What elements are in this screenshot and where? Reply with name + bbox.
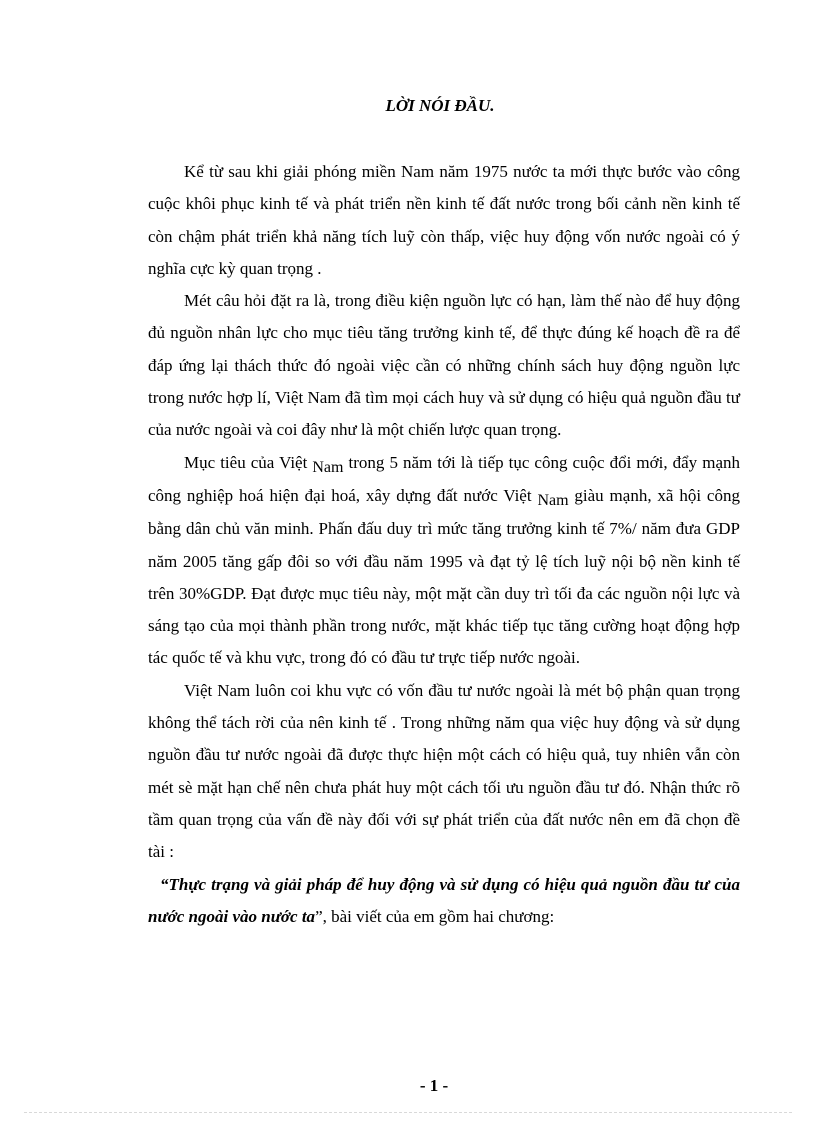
goals-text-3: giàu mạnh, xã hội công bằng dân chủ văn minh. Phấn đấu duy trì mức tăng trưởng kinh tế 7%/ năm đưa GDP năm 2005 tăng gấp đôi so với đầu năm 1995 và đạt tỷ lệ tích luỹ nội bộ nền kinh tế trên 30%GDP. Đạt được mục tiêu này, một mặt cần duy trì tối đa các nguồn nội lực và sáng tạo của mọi thành phần trong nước, mặt khác tiếp tục tăng cường hoạt động hợp tác quốc tế và khu vực, trong đó có đầu tư trực tiếp nước ngoài. bbox=[148, 485, 740, 668]
topic-title: “Thực trạng và giải pháp để huy động và sử dụng có hiệu quả nguồn đầu tư của nước ngoài vào nước ta bbox=[148, 874, 740, 926]
paragraph-question: Mét câu hỏi đặt ra là, trong điều kiện nguồn lực có hạn, làm thế nào để huy động đủ nguồn nhân lực cho mục tiêu tăng trưởng kinh tế, để thực đúng kế hoạch đề ra để đáp ứng lại thách thức đó ngoài việc cần có những chính sách huy động nguồn lực trong nước hợp lí, Việt Nam đã tìm mọi cách huy và sử dụng có hiệu quả nguồn đầu tư của nước ngoài và coi đây như là một chiến lược quan trọng. bbox=[148, 291, 740, 440]
page-number: - 1 - bbox=[419, 1076, 449, 1095]
goals-nam-1: Nam bbox=[312, 458, 344, 476]
paragraph-topic bbox=[148, 869, 740, 934]
paragraph-goals bbox=[148, 447, 740, 675]
topic-rest: ”, bài viết của em gồm hai chương: bbox=[315, 906, 555, 926]
goals-nam-2: Nam bbox=[537, 491, 569, 509]
paragraph-fdi: Việt Nam luôn coi khu vực có vốn đầu tư nước ngoài là mét bộ phận quan trọng không thể tách rời của nên kinh tế . Trong những năm qua việc huy động và sử dụng nguồn đầu tư nước ngoài đã được thực hiện một cách có hiệu quả, tuy nhiên vẫn còn mét sè mặt hạn chế nên chưa phát huy một cách tối ưu nguồn đầu tư đó. Nhận thức rõ tầm quan trọng của vấn đề này đối với sự phát triển của đất nước nên em đã chọn đề tài : bbox=[148, 680, 740, 862]
paragraph-intro: Kể từ sau khi giải phóng miền Nam năm 1975 nước ta mới thực bước vào công cuộc khôi phục kinh tế và phát triển nền kinh tế đất nước trong bối cảnh nền kinh tế còn chậm phát triển khả năng tích luỹ còn thấp, việc huy động vốn nước ngoài có ý nghĩa cực kỳ quan trọng . bbox=[148, 162, 740, 278]
document-title: LỜI NÓI ĐẦU. bbox=[385, 96, 495, 115]
page-divider bbox=[24, 1112, 792, 1113]
goals-text-2: trong 5 năm tới là tiếp tục công cuộc đổi mới, đẩy mạnh công nghiệp hoá hiện đại hoá, xây dựng đất nước Việt bbox=[148, 452, 740, 505]
goals-text-1: Mục tiêu của Việt bbox=[184, 452, 313, 472]
